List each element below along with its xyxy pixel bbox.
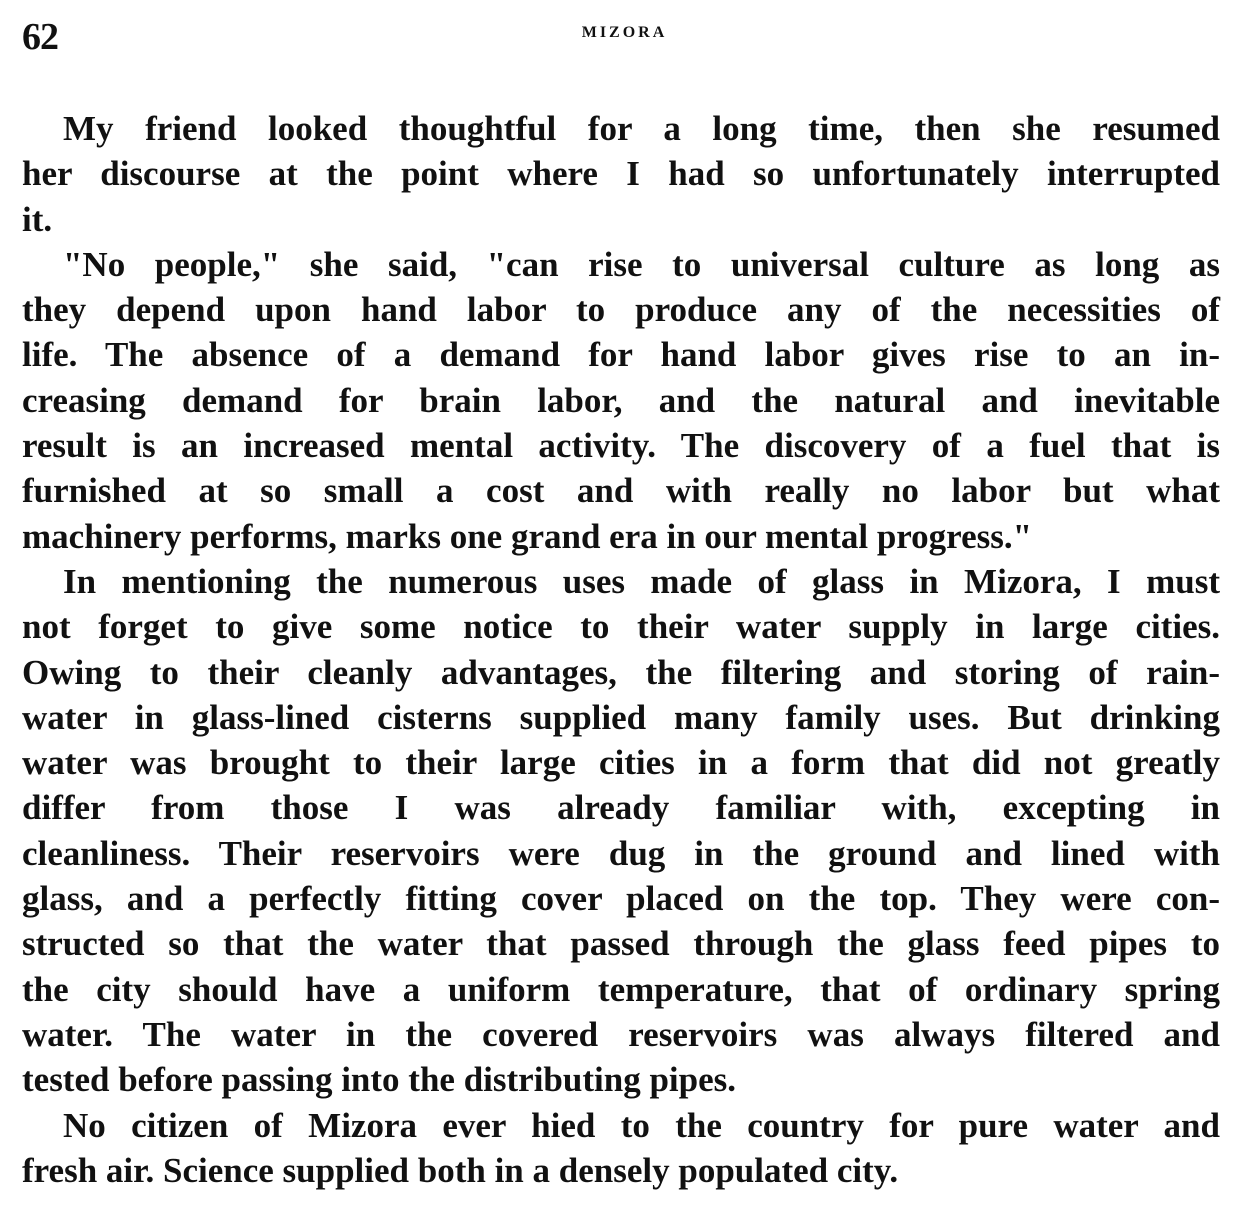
paragraph-2 — [22, 242, 1220, 559]
body-text — [22, 106, 1220, 1193]
text-line: glass, and a perfectly fitting cover placed on the top. They were con- — [22, 879, 1220, 919]
text-line: structed so that the water that passed through the glass feed pipes to — [22, 924, 1220, 964]
paragraph-3 — [22, 559, 1220, 1103]
text-line: the city should have a uniform temperature, that of ordinary spring — [22, 969, 1220, 1009]
running-head: MIZORA — [581, 24, 668, 41]
text-line: her discourse at the point where I had so unfortunately interrupted — [22, 154, 1220, 194]
text-line: No citizen of Mizora ever hied to the country for pure water and — [63, 1105, 1220, 1145]
text-line: My friend looked thoughtful for a long time, then she resumed — [63, 109, 1220, 148]
text-line: differ from those I was already familiar with, excepting in — [22, 788, 1220, 828]
text-line: cleanliness. Their reservoirs were dug in the ground and lined with — [22, 833, 1220, 873]
text-line: machinery performs, marks one grand era in our mental progress." — [22, 516, 1033, 556]
paragraph-4 — [22, 1103, 1220, 1194]
text-line: In mentioning the numerous uses made of glass in Mizora, I must — [63, 561, 1220, 601]
text-line: water. The water in the covered reservoirs was always filtered and — [22, 1014, 1220, 1054]
page-number: 62 — [22, 16, 58, 58]
text-line: water in glass-lined cisterns supplied many family uses. But drinking — [22, 697, 1220, 737]
text-line: Owing to their cleanly advantages, the filtering and storing of rain- — [22, 652, 1220, 692]
text-line: creasing demand for brain labor, and the natural and inevitable — [22, 380, 1220, 420]
text-line: fresh air. Science supplied both in a densely populated city. — [22, 1150, 899, 1190]
text-line: life. The absence of a demand for hand labor gives rise to an in- — [22, 335, 1220, 375]
text-line: they depend upon hand labor to produce any of the necessities of — [22, 290, 1220, 330]
text-line: not forget to give some notice to their water supply in large cities. — [22, 607, 1220, 647]
text-line: result is an increased mental activity. The discovery of a fuel that is — [22, 426, 1220, 466]
text-line: furnished at so small a cost and with really no labor but what — [22, 471, 1220, 511]
text-line: water was brought to their large cities in a form that did not greatly — [22, 743, 1220, 783]
text-line: it. — [22, 199, 53, 239]
text-line: "No people," she said, "can rise to universal culture as long as — [63, 244, 1220, 284]
paragraph-1 — [22, 106, 1220, 242]
text-line: tested before passing into the distributing pipes. — [22, 1060, 737, 1100]
